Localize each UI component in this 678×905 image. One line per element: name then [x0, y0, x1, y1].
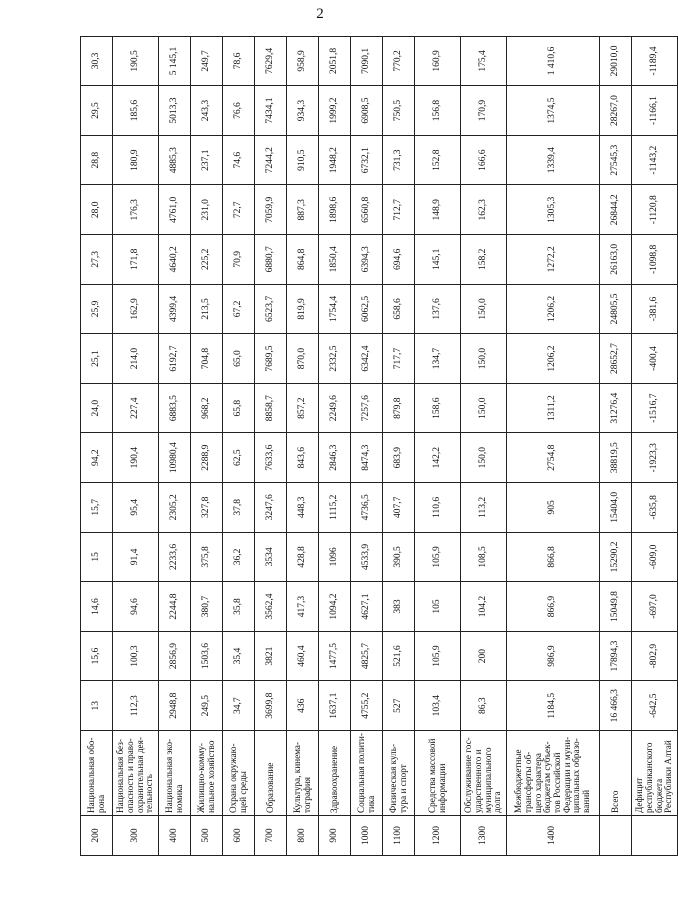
value-cell: 4533,9 — [351, 532, 383, 582]
value-cell: 72,7 — [223, 185, 255, 235]
value-cell: 231,0 — [191, 185, 223, 235]
value-cell: 887,3 — [287, 185, 319, 235]
table-rotation-frame — [80, 36, 674, 856]
value-cell: 1305,3 — [507, 185, 600, 235]
budget-table — [80, 36, 678, 856]
value-cell: 6908,5 — [351, 86, 383, 136]
value-cell: 2051,8 — [319, 36, 351, 86]
value-cell: 521,6 — [383, 631, 415, 681]
row-code: 700 — [255, 816, 287, 856]
page-number: 2 — [316, 6, 324, 22]
value-cell: 110,6 — [415, 483, 461, 533]
value-cell: 28267,0 — [600, 86, 632, 136]
value-cell: -1189,4 — [632, 36, 678, 86]
value-cell: 74,6 — [223, 135, 255, 185]
value-cell: 327,8 — [191, 483, 223, 533]
value-cell: 105,9 — [415, 631, 461, 681]
value-cell: 2332,5 — [319, 334, 351, 384]
value-cell: 683,9 — [383, 433, 415, 483]
value-cell: 1115,2 — [319, 483, 351, 533]
value-cell: 968,2 — [191, 383, 223, 433]
value-cell: 7689,5 — [255, 334, 287, 384]
value-cell: 15,7 — [81, 483, 113, 533]
value-cell: 712,7 — [383, 185, 415, 235]
value-cell: 142,2 — [415, 433, 461, 483]
value-cell: 214,0 — [113, 334, 159, 384]
row-name: Дефицит республиканского бюджета Республики Алтай — [632, 731, 678, 816]
value-cell: 375,8 — [191, 532, 223, 582]
value-cell: 65,8 — [223, 383, 255, 433]
value-cell: 3699,8 — [255, 681, 287, 731]
value-cell: 1898,6 — [319, 185, 351, 235]
value-cell: 4736,5 — [351, 483, 383, 533]
value-cell: 28,8 — [81, 135, 113, 185]
value-cell: 436 — [287, 681, 319, 731]
value-cell: 731,3 — [383, 135, 415, 185]
row-name: Межбюджетные трансферты об-щего характера бюджетам субъек-тов Российской Федерации и муни-ципальных образо-ваний — [507, 731, 600, 816]
value-cell: 94,2 — [81, 433, 113, 483]
value-cell: 36,2 — [223, 532, 255, 582]
value-cell: 227,4 — [113, 383, 159, 433]
value-cell: 105,9 — [415, 532, 461, 582]
row-code: 1000 — [351, 816, 383, 856]
value-cell: 4640,2 — [159, 235, 191, 285]
value-cell: 6523,7 — [255, 284, 287, 334]
value-cell: 879,8 — [383, 383, 415, 433]
value-cell: 25,9 — [81, 284, 113, 334]
value-cell: 770,2 — [383, 36, 415, 86]
row-code: 200 — [81, 816, 113, 856]
value-cell: 78,6 — [223, 36, 255, 86]
value-cell: 160,9 — [415, 36, 461, 86]
value-cell: 14,6 — [81, 582, 113, 632]
value-cell: 86,3 — [461, 681, 507, 731]
value-cell: 249,7 — [191, 36, 223, 86]
value-cell: 113,2 — [461, 483, 507, 533]
value-cell: 1206,2 — [507, 334, 600, 384]
value-cell: 16 466,3 — [600, 681, 632, 731]
value-cell: 380,7 — [191, 582, 223, 632]
row-code: 500 — [191, 816, 223, 856]
value-cell: 150,0 — [461, 433, 507, 483]
value-cell: 145,1 — [415, 235, 461, 285]
value-cell: 866,9 — [507, 582, 600, 632]
table-row — [415, 36, 461, 855]
value-cell: 10980,4 — [159, 433, 191, 483]
value-cell: 38819,5 — [600, 433, 632, 483]
value-cell: 7633,6 — [255, 433, 287, 483]
value-cell: 28652,7 — [600, 334, 632, 384]
value-cell: 2249,6 — [319, 383, 351, 433]
value-cell: 162,3 — [461, 185, 507, 235]
row-code: 1100 — [383, 816, 415, 856]
value-cell: 934,3 — [287, 86, 319, 136]
value-cell: 383 — [383, 582, 415, 632]
value-cell: 112,3 — [113, 681, 159, 731]
value-cell: 1850,4 — [319, 235, 351, 285]
value-cell: 2856,9 — [159, 631, 191, 681]
value-cell: 910,5 — [287, 135, 319, 185]
value-cell: 2754,8 — [507, 433, 600, 483]
value-cell: 2244,8 — [159, 582, 191, 632]
value-cell: 237,1 — [191, 135, 223, 185]
value-cell: 417,3 — [287, 582, 319, 632]
value-cell: 428,8 — [287, 532, 319, 582]
value-cell: 1637,1 — [319, 681, 351, 731]
value-cell: 35,4 — [223, 631, 255, 681]
value-cell: 717,7 — [383, 334, 415, 384]
table-row — [191, 36, 223, 855]
row-name: Национальная эко-номика — [159, 731, 191, 816]
value-cell: 190,5 — [113, 36, 159, 86]
table-row — [113, 36, 159, 855]
value-cell: 213,5 — [191, 284, 223, 334]
value-cell: -1923,3 — [632, 433, 678, 483]
row-name: Жилищно-комму-нальное хозяйство — [191, 731, 223, 816]
value-cell: 8858,7 — [255, 383, 287, 433]
value-cell: 30,3 — [81, 36, 113, 86]
value-cell: 175,4 — [461, 36, 507, 86]
value-cell: 35,8 — [223, 582, 255, 632]
row-name: Обслуживание гос-ударственного и муниципального долга — [461, 731, 507, 816]
value-cell: 3534 — [255, 532, 287, 582]
row-code — [600, 816, 632, 856]
value-cell: 2233,6 — [159, 532, 191, 582]
value-cell: 2288,9 — [191, 433, 223, 483]
value-cell: 200 — [461, 631, 507, 681]
value-cell: 3821 — [255, 631, 287, 681]
value-cell: 67,2 — [223, 284, 255, 334]
row-name: Средства массовой информации — [415, 731, 461, 816]
value-cell: 95,4 — [113, 483, 159, 533]
value-cell: 28,0 — [81, 185, 113, 235]
row-name: Образование — [255, 731, 287, 816]
value-cell: 4755,2 — [351, 681, 383, 731]
value-cell: 185,6 — [113, 86, 159, 136]
value-cell: -697,0 — [632, 582, 678, 632]
value-cell: 104,2 — [461, 582, 507, 632]
value-cell: 819,9 — [287, 284, 319, 334]
value-cell: 6062,5 — [351, 284, 383, 334]
value-cell: -802,9 — [632, 631, 678, 681]
value-cell: 6192,7 — [159, 334, 191, 384]
value-cell: 1339,4 — [507, 135, 600, 185]
value-cell: 25,1 — [81, 334, 113, 384]
value-cell: 94,6 — [113, 582, 159, 632]
value-cell: 134,7 — [415, 334, 461, 384]
value-cell: 658,6 — [383, 284, 415, 334]
value-cell: 694,6 — [383, 235, 415, 285]
value-cell: 26163,0 — [600, 235, 632, 285]
value-cell: 1096 — [319, 532, 351, 582]
value-cell: 407,7 — [383, 483, 415, 533]
value-cell: 148,9 — [415, 185, 461, 235]
budget-table-body — [81, 36, 678, 855]
value-cell: 3247,6 — [255, 483, 287, 533]
value-cell: 166,6 — [461, 135, 507, 185]
value-cell: 1184,5 — [507, 681, 600, 731]
table-row — [287, 36, 319, 855]
value-cell: 750,5 — [383, 86, 415, 136]
value-cell: 15049,8 — [600, 582, 632, 632]
value-cell: 91,4 — [113, 532, 159, 582]
value-cell: -1166,1 — [632, 86, 678, 136]
value-cell: 2305,2 — [159, 483, 191, 533]
row-code: 600 — [223, 816, 255, 856]
row-code: 900 — [319, 816, 351, 856]
table-row — [351, 36, 383, 855]
value-cell: 2846,3 — [319, 433, 351, 483]
value-cell: 37,8 — [223, 483, 255, 533]
value-cell: 7629,4 — [255, 36, 287, 86]
table-row — [461, 36, 507, 855]
row-name: Физическая куль-тура и спорт — [383, 731, 415, 816]
value-cell: 1206,2 — [507, 284, 600, 334]
row-code: 1300 — [461, 816, 507, 856]
value-cell: 6732,1 — [351, 135, 383, 185]
row-name: Здравоохранение — [319, 731, 351, 816]
value-cell: 448,3 — [287, 483, 319, 533]
value-cell: 3562,4 — [255, 582, 287, 632]
row-name: Социальная полити-тика — [351, 731, 383, 816]
table-row — [632, 36, 678, 855]
row-code: 300 — [113, 816, 159, 856]
value-cell: 108,5 — [461, 532, 507, 582]
table-row — [223, 36, 255, 855]
row-name: Всего — [600, 731, 632, 816]
value-cell: 176,3 — [113, 185, 159, 235]
value-cell: 70,9 — [223, 235, 255, 285]
value-cell: 5013,3 — [159, 86, 191, 136]
value-cell: 4761,0 — [159, 185, 191, 235]
value-cell: 31276,4 — [600, 383, 632, 433]
value-cell: 15 — [81, 532, 113, 582]
value-cell: 704,8 — [191, 334, 223, 384]
value-cell: 26844,2 — [600, 185, 632, 235]
value-cell: 24805,5 — [600, 284, 632, 334]
value-cell: 986,9 — [507, 631, 600, 681]
value-cell: 4825,7 — [351, 631, 383, 681]
value-cell: 171,8 — [113, 235, 159, 285]
value-cell: -642,5 — [632, 681, 678, 731]
value-cell: 17894,3 — [600, 631, 632, 681]
value-cell: 1374,5 — [507, 86, 600, 136]
value-cell: 249,5 — [191, 681, 223, 731]
table-row — [81, 36, 113, 855]
value-cell: 13 — [81, 681, 113, 731]
value-cell: -609,0 — [632, 532, 678, 582]
value-cell: 870,0 — [287, 334, 319, 384]
value-cell: -381,6 — [632, 284, 678, 334]
row-code: 1200 — [415, 816, 461, 856]
value-cell: 180,9 — [113, 135, 159, 185]
value-cell: 7244,2 — [255, 135, 287, 185]
value-cell: 100,3 — [113, 631, 159, 681]
value-cell: 150,0 — [461, 383, 507, 433]
value-cell: 843,6 — [287, 433, 319, 483]
value-cell: 65,0 — [223, 334, 255, 384]
value-cell: 2948,8 — [159, 681, 191, 731]
value-cell: 866,8 — [507, 532, 600, 582]
value-cell: 137,6 — [415, 284, 461, 334]
row-name: Национальная обо-рона — [81, 731, 113, 816]
value-cell: 29,5 — [81, 86, 113, 136]
value-cell: 390,5 — [383, 532, 415, 582]
value-cell: 864,8 — [287, 235, 319, 285]
value-cell: 6342,4 — [351, 334, 383, 384]
value-cell: 15,6 — [81, 631, 113, 681]
value-cell: 1 410,6 — [507, 36, 600, 86]
value-cell: 152,8 — [415, 135, 461, 185]
value-cell: 170,9 — [461, 86, 507, 136]
value-cell: -1120,8 — [632, 185, 678, 235]
table-row — [600, 36, 632, 855]
value-cell: 6394,3 — [351, 235, 383, 285]
value-cell: -1098,8 — [632, 235, 678, 285]
row-code: 1400 — [507, 816, 600, 856]
value-cell: 7059,9 — [255, 185, 287, 235]
value-cell: 225,2 — [191, 235, 223, 285]
value-cell: 1999,2 — [319, 86, 351, 136]
value-cell: 150,0 — [461, 284, 507, 334]
value-cell: 156,8 — [415, 86, 461, 136]
value-cell: 6883,5 — [159, 383, 191, 433]
value-cell: 15404,0 — [600, 483, 632, 533]
value-cell: -1143,2 — [632, 135, 678, 185]
value-cell: 15290,2 — [600, 532, 632, 582]
value-cell: 958,9 — [287, 36, 319, 86]
value-cell: 1503,6 — [191, 631, 223, 681]
value-cell: -635,8 — [632, 483, 678, 533]
row-code: 800 — [287, 816, 319, 856]
value-cell: 158,6 — [415, 383, 461, 433]
value-cell: 34,7 — [223, 681, 255, 731]
value-cell: 162,9 — [113, 284, 159, 334]
row-name: Культура, кинема-тография — [287, 731, 319, 816]
value-cell: 27,3 — [81, 235, 113, 285]
value-cell: 105 — [415, 582, 461, 632]
table-row — [159, 36, 191, 855]
value-cell: 158,2 — [461, 235, 507, 285]
value-cell: 1094,2 — [319, 582, 351, 632]
value-cell: 4399,4 — [159, 284, 191, 334]
row-code: 400 — [159, 816, 191, 856]
value-cell: 460,4 — [287, 631, 319, 681]
value-cell: 5 145,1 — [159, 36, 191, 86]
table-row — [507, 36, 600, 855]
value-cell: 76,6 — [223, 86, 255, 136]
table-wrapper — [80, 36, 674, 856]
value-cell: 27545,3 — [600, 135, 632, 185]
value-cell: -400,4 — [632, 334, 678, 384]
value-cell: 1754,4 — [319, 284, 351, 334]
value-cell: 7434,1 — [255, 86, 287, 136]
value-cell: -1516,7 — [632, 383, 678, 433]
value-cell: 527 — [383, 681, 415, 731]
value-cell: 1477,5 — [319, 631, 351, 681]
table-row — [383, 36, 415, 855]
value-cell: 6880,7 — [255, 235, 287, 285]
value-cell: 1311,2 — [507, 383, 600, 433]
value-cell: 1272,2 — [507, 235, 600, 285]
value-cell: 4885,3 — [159, 135, 191, 185]
table-row — [319, 36, 351, 855]
value-cell: 243,3 — [191, 86, 223, 136]
value-cell: 29010,0 — [600, 36, 632, 86]
value-cell: 905 — [507, 483, 600, 533]
value-cell: 8474,3 — [351, 433, 383, 483]
value-cell: 150,0 — [461, 334, 507, 384]
value-cell: 190,4 — [113, 433, 159, 483]
value-cell: 4627,1 — [351, 582, 383, 632]
value-cell: 62,5 — [223, 433, 255, 483]
value-cell: 6560,8 — [351, 185, 383, 235]
value-cell: 7090,1 — [351, 36, 383, 86]
row-code — [632, 816, 678, 856]
value-cell: 7257,6 — [351, 383, 383, 433]
value-cell: 103,4 — [415, 681, 461, 731]
row-name: Национальная без-опасность и право-охранительная дея-тельность — [113, 731, 159, 816]
value-cell: 24,0 — [81, 383, 113, 433]
table-row — [255, 36, 287, 855]
row-name: Охрана окружаю-щей среды — [223, 731, 255, 816]
value-cell: 857,2 — [287, 383, 319, 433]
value-cell: 1948,2 — [319, 135, 351, 185]
